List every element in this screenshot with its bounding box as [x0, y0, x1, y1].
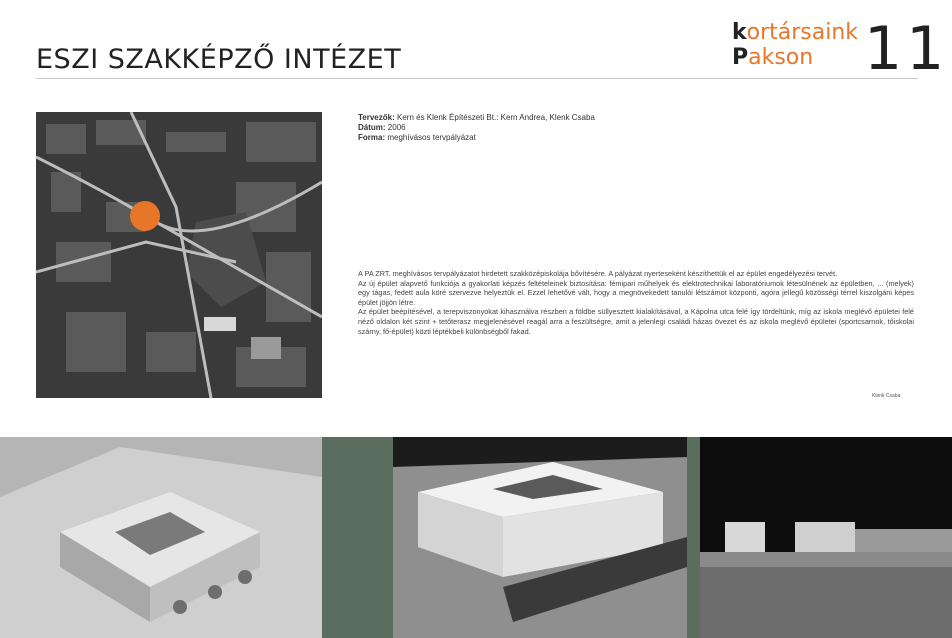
logo-word-2: akson	[748, 45, 814, 70]
description-paragraph: Az új épület alapvető funkciója a gyakorlati képzés feltételeinek biztosítása: fémipari műhelyek és elektrotechnikai laboratóriumok létesülnének az épületben, ... (melyek) egy tágas, fedett aula köré szervezve helyeztük el. Ezzel lehetővé vált, hogy a megnövekedett tanulói létszámot központi, agóra jellegű közösségi térrel kiszolgáni képes épület jöjjön létre.	[358, 278, 914, 307]
logo-line-2	[732, 47, 813, 69]
site-aerial-photo	[36, 112, 322, 398]
model-aerial-view	[0, 437, 322, 638]
model-street-night-view	[700, 437, 952, 638]
meta-key: Dátum:	[358, 123, 386, 132]
page-title: ESZI SZAKKÉPZŐ INTÉZET	[36, 44, 402, 75]
issue-number: 11	[864, 14, 949, 84]
model-courtyard-view	[393, 437, 687, 638]
logo-line-1	[732, 22, 858, 44]
meta-designers	[358, 113, 595, 123]
meta-value: Kern és Klenk Építészeti Bt.: Kern Andrea, Klenk Csaba	[397, 113, 595, 122]
description-paragraph: A PA ZRT. meghívásos tervpályázatot hirdetett szakközépiskolája bővítésére. A pályázat nyerteseként készíthettük el az épület engedélyezési tervét.	[358, 269, 838, 278]
meta-key: Tervezők:	[358, 113, 395, 122]
author-signature: Klenk Csaba	[872, 393, 901, 399]
meta-value: 2006	[387, 123, 406, 132]
meta-date	[358, 123, 595, 133]
logo-word-1: ortársaink	[746, 20, 859, 45]
meta-form	[358, 133, 595, 143]
model-street-graphic	[700, 437, 952, 638]
project-description	[358, 269, 914, 336]
model-courtyard-graphic	[393, 437, 687, 638]
logo-initial-p: P	[732, 45, 749, 70]
meta-value: meghívásos tervpályázat	[387, 133, 476, 142]
logo-initial-k: k	[732, 20, 747, 45]
project-metadata	[358, 113, 595, 143]
series-logo	[732, 14, 949, 84]
model-aerial-graphic	[0, 437, 322, 638]
aerial-map-graphic	[36, 112, 322, 398]
description-paragraph: Az épület beépítésével, a terepviszonyokat kihasználva részben a földbe süllyesztett kialakításával, a Kápolna utca felé így tördeltünk, míg az iskola meglévő épületei felé néző oldalon két szint + tetőterasz megjelenésével reagál arra a feszültségre, amit a jelenlegi családi házas övezet és az iskola meglévő épületei (sportcsarnok, tőiskolai szárny, fő-épület) közti léptékbeli különbségből fakad.	[358, 307, 914, 336]
meta-key: Forma:	[358, 133, 386, 142]
